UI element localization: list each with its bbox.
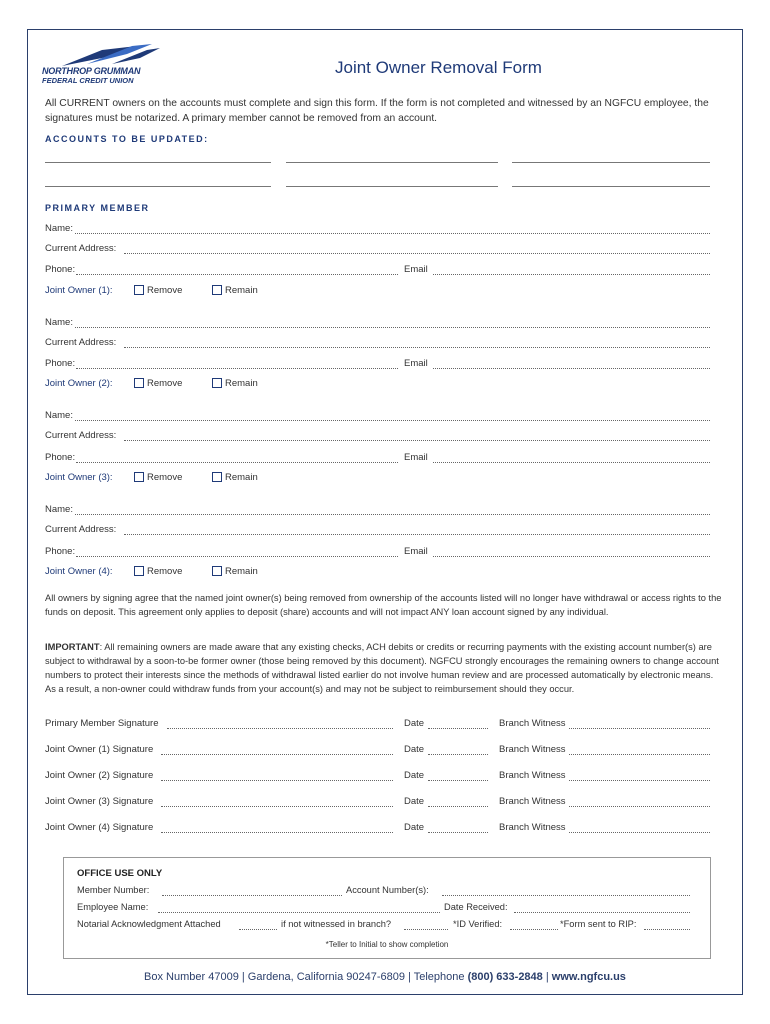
joint-owner-2-remain[interactable]: Remain: [212, 378, 258, 389]
date-label: Date: [404, 822, 425, 833]
checkbox-icon[interactable]: [212, 566, 222, 576]
address-label: Current Address:: [45, 337, 117, 348]
address-field[interactable]: [124, 440, 710, 441]
joint-owner-4-label: Joint Owner (4):: [45, 566, 113, 577]
address-label: Current Address:: [45, 524, 117, 535]
joint-owner-1-label: Joint Owner (1):: [45, 285, 113, 296]
account-field-5[interactable]: [286, 186, 498, 187]
witness-label: Branch Witness: [499, 744, 566, 755]
sent-to-rip-label: *Form sent to RIP:: [560, 919, 637, 929]
name-field[interactable]: [75, 514, 710, 515]
account-field-2[interactable]: [286, 162, 498, 163]
phone-field[interactable]: [76, 462, 398, 463]
email-label: Email: [404, 452, 428, 463]
joint-owner-3-remove[interactable]: Remove: [134, 472, 182, 483]
signature-label: Joint Owner (2) Signature: [45, 770, 154, 781]
name-field[interactable]: [75, 233, 710, 234]
sent-to-rip-field[interactable]: [644, 929, 690, 930]
phone-field[interactable]: [76, 368, 398, 369]
accounts-heading: ACCOUNTS TO BE UPDATED:: [45, 134, 209, 144]
email-label: Email: [404, 546, 428, 557]
name-label: Name:: [45, 410, 73, 421]
joint-owner-2-label: Joint Owner (2):: [45, 378, 113, 389]
checkbox-icon[interactable]: [134, 472, 144, 482]
email-field[interactable]: [433, 462, 710, 463]
intro-text: All CURRENT owners on the accounts must complete and sign this form. If the form is not completed and witnessed by an NGFCU employee, the signatures must be notarized. A primary member cannot be removed from an account.: [45, 98, 709, 124]
checkbox-icon[interactable]: [212, 285, 222, 295]
phone-label: Phone:: [45, 546, 76, 557]
phone-label: Phone:: [45, 264, 76, 275]
office-use-box: [63, 857, 711, 959]
footer: Box Number 47009 | Gardena, California 90247-6809 | Telephone (800) 633-2848 | www.ngfcu.us: [144, 971, 626, 983]
witness-label: Branch Witness: [499, 718, 566, 729]
witness-field[interactable]: [569, 780, 710, 781]
signature-label: Joint Owner (1) Signature: [45, 744, 154, 755]
email-label: Email: [404, 358, 428, 369]
name-field[interactable]: [75, 327, 710, 328]
checkbox-icon[interactable]: [134, 285, 144, 295]
important-text: IMPORTANT: All remaining owners are made aware that any existing checks, ACH debits or credits or recurring payments with the existing account number(s) are subject to withdrawal by a soon-to-be former owner (those being removed by this document). NGFCU strongly encourages the remaining owners to change account numbers to protect their interests since the methods of withdrawal listed earlier do not involve human review and are processed automatically by electronic means. As a result, a non-owner could withdraw funds from your account(s) and may not be subject to reimbursement should they occur.: [45, 642, 719, 694]
signature-field[interactable]: [161, 754, 393, 755]
email-field[interactable]: [433, 274, 710, 275]
office-title: OFFICE USE ONLY: [77, 868, 163, 879]
notarial-field[interactable]: [239, 929, 277, 930]
joint-owner-1-remain[interactable]: Remain: [212, 285, 258, 296]
account-field-1[interactable]: [45, 162, 271, 163]
checkbox-icon[interactable]: [134, 378, 144, 388]
important-label: IMPORTANT: [45, 642, 100, 652]
joint-owner-3-remain[interactable]: Remain: [212, 472, 258, 483]
address-field[interactable]: [124, 347, 710, 348]
name-label: Name:: [45, 504, 73, 515]
member-number-label: Member Number:: [77, 885, 150, 895]
email-field[interactable]: [433, 368, 710, 369]
name-field[interactable]: [75, 420, 710, 421]
account-field-6[interactable]: [512, 186, 710, 187]
employee-name-field[interactable]: [158, 912, 440, 913]
account-field-4[interactable]: [45, 186, 271, 187]
date-field[interactable]: [428, 832, 488, 833]
witness-label: Branch Witness: [499, 822, 566, 833]
date-label: Date: [404, 718, 425, 729]
signature-field[interactable]: [161, 832, 393, 833]
witness-label: Branch Witness: [499, 770, 566, 781]
witness-field[interactable]: [569, 806, 710, 807]
primary-member-heading: PRIMARY MEMBER: [45, 203, 150, 213]
date-label: Date: [404, 796, 425, 807]
footer-website[interactable]: www.ngfcu.us: [551, 971, 626, 983]
logo-line2: FEDERAL CREDIT UNION: [42, 76, 134, 85]
date-field[interactable]: [428, 780, 488, 781]
joint-owner-3-label: Joint Owner (3):: [45, 472, 113, 483]
address-field[interactable]: [124, 253, 710, 254]
checkbox-icon[interactable]: [212, 378, 222, 388]
employee-name-label: Employee Name:: [77, 902, 149, 912]
signature-field[interactable]: [161, 780, 393, 781]
date-field[interactable]: [428, 754, 488, 755]
address-field[interactable]: [124, 534, 710, 535]
account-field-3[interactable]: [512, 162, 710, 163]
page-title: Joint Owner Removal Form: [335, 58, 542, 77]
name-label: Name:: [45, 223, 73, 234]
date-received-label: Date Received:: [444, 902, 508, 912]
signature-label: Primary Member Signature: [45, 718, 159, 729]
account-numbers-label: Account Number(s):: [346, 885, 429, 895]
phone-field[interactable]: [76, 556, 398, 557]
signature-field[interactable]: [161, 806, 393, 807]
witness-field[interactable]: [569, 728, 710, 729]
ngfcu-logo: [42, 42, 162, 92]
not-witnessed-label: if not witnessed in branch?: [281, 919, 392, 929]
footer-phone: (800) 633-2848: [467, 971, 543, 983]
signature-field[interactable]: [167, 728, 393, 729]
signature-label: Joint Owner (3) Signature: [45, 796, 154, 807]
phone-label: Phone:: [45, 452, 76, 463]
witness-field[interactable]: [569, 754, 710, 755]
name-label: Name:: [45, 317, 73, 328]
account-numbers-field[interactable]: [442, 895, 690, 896]
date-field[interactable]: [428, 806, 488, 807]
office-note: *Teller to Initial to show completion: [325, 940, 449, 949]
joint-owner-1-remove[interactable]: Remove: [134, 285, 182, 296]
joint-owner-4-remain[interactable]: Remain: [212, 566, 258, 577]
date-label: Date: [404, 744, 425, 755]
agreement-text: All owners by signing agree that the named joint owner(s) being removed from ownership of the accounts listed will no longer have withdrawal or access rights to the funds on deposit. This agreement only applies to deposit (share) accounts and will not impact ANY loan account signed by any individual.: [45, 593, 722, 617]
logo-line1: NORTHROP GRUMMAN: [42, 66, 141, 76]
witness-label: Branch Witness: [499, 796, 566, 807]
date-field[interactable]: [428, 728, 488, 729]
phone-label: Phone:: [45, 358, 76, 369]
member-number-field[interactable]: [162, 895, 342, 896]
signature-label: Joint Owner (4) Signature: [45, 822, 154, 833]
id-verified-label: *ID Verified:: [453, 919, 503, 929]
address-label: Current Address:: [45, 243, 117, 254]
date-received-field[interactable]: [514, 912, 690, 913]
joint-owner-2-remove[interactable]: Remove: [134, 378, 182, 389]
checkbox-icon[interactable]: [212, 472, 222, 482]
address-label: Current Address:: [45, 430, 117, 441]
witness-field[interactable]: [569, 832, 710, 833]
phone-field[interactable]: [76, 274, 398, 275]
email-field[interactable]: [433, 556, 710, 557]
checkbox-icon[interactable]: [134, 566, 144, 576]
id-verified-field[interactable]: [510, 929, 558, 930]
not-witnessed-field[interactable]: [404, 929, 448, 930]
notarial-label: Notarial Acknowledgment Attached: [77, 919, 221, 929]
email-label: Email: [404, 264, 428, 275]
joint-owner-4-remove[interactable]: Remove: [134, 566, 182, 577]
page-frame: [27, 29, 743, 995]
logo-swoosh-icon: [42, 42, 162, 68]
date-label: Date: [404, 770, 425, 781]
